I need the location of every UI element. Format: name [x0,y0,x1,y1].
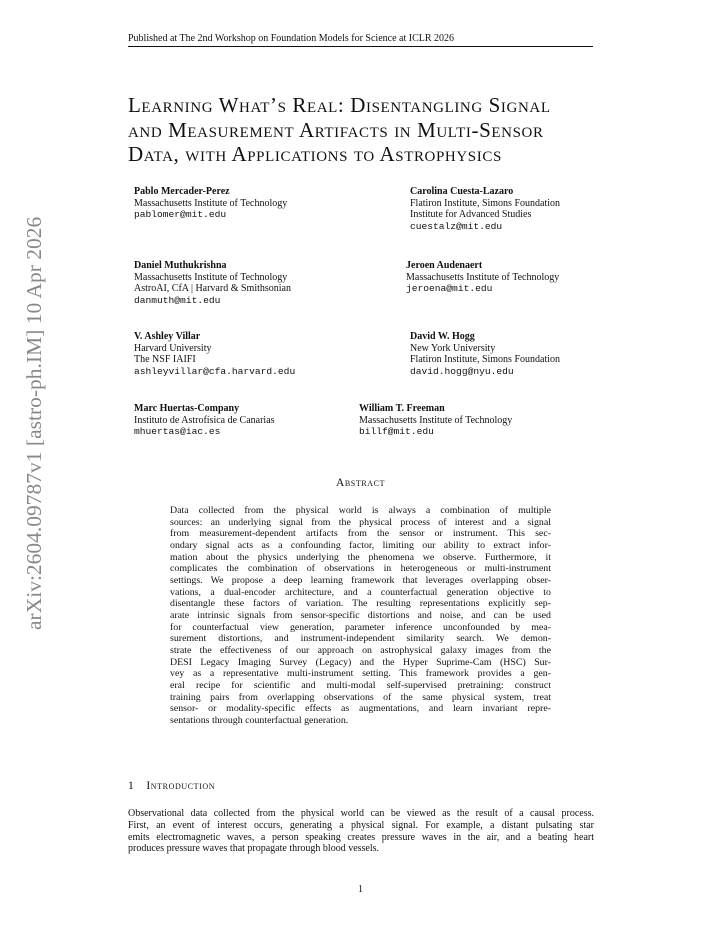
author-email[interactable]: danmuth@mit.edu [134,294,221,306]
abstract-line: sentations through counterfactual generation. [170,714,349,726]
author-block [134,186,287,221]
title-line: and Measurement Artifacts in Multi-Sensor [128,117,544,142]
abstract-line: from measurement-dependent artifacts from the sensor or instrument. This sec- [170,528,551,540]
abstract-line: sources: an underlying signal from the physical process of interest and a signal [170,516,551,528]
abstract-line: vations, a dual-encoder architecture, and a counterfactual generation objective to [170,586,551,598]
section-heading [128,780,215,792]
section-number: 1 [128,780,135,792]
author-name: Marc Huertas-Company [134,403,240,414]
running-head: Published at The 2nd Workshop on Foundation Models for Science at ICLR 2026 [128,33,455,44]
author-block [410,186,560,232]
author-email[interactable]: david.hogg@nyu.edu [410,365,514,377]
abstract-line: surement distortions, and instrument-independent similarity search. We demon- [170,633,551,645]
abstract-line: mation about the physics underlying the phenomena we observe. Furthermore, it [170,551,551,563]
author-name: V. Ashley Villar [134,331,201,342]
author-affiliation: The NSF IAIFI [134,354,196,366]
author-affiliation: AstroAI, CfA | Harvard & Smithsonian [134,283,291,295]
abstract-line: disentangle these factors of variation. The resulting representations explicitly sep- [170,598,551,610]
author-email[interactable]: cuestalz@mit.edu [410,220,503,232]
title-line: Data, with Applications to Astrophysics [128,142,502,166]
author-block [359,403,512,438]
author-affiliation: New York University [410,342,496,354]
body-line: First, an event of interest occurs, generating a physical signal. For example, a distant pulsating star [128,819,594,831]
introduction-text [128,808,594,855]
author-block [134,331,295,377]
arxiv-identifier[interactable]: arXiv:2604.09787v1 [astro-ph.IM] 10 Apr 2026 [22,216,46,630]
author-name: Jeroen Audenaert [406,260,483,271]
abstract-line: arate intrinsic signals from sensor-specific distortions and noise, and can be used [170,609,551,621]
author-affiliation: Institute for Advanced Studies [410,209,532,221]
author-block [410,331,560,377]
body-line: emits electromagnetic waves, a person speaking creates pressure waves in the air, and a beating heart [128,831,594,843]
abstract-line: sensor- or modality-specific effects as augmentations, and learn invariant repre- [170,703,551,715]
body-line: produces pressure waves that propagate through blood vessels. [128,843,380,855]
title-line: Learning What’s Real: Disentangling Signal [128,93,551,117]
author-name: William T. Freeman [359,403,445,414]
author-email[interactable]: ashleyvillar@cfa.harvard.edu [134,365,296,377]
page-number: 1 [358,884,363,895]
abstract-line: DESI Legacy Imaging Survey (Legacy) and the Hyper Suprime-Cam (HSC) Sur- [170,656,551,668]
author-email[interactable]: billf@mit.edu [359,426,434,438]
section-title: Introduction [146,780,216,792]
author-email[interactable]: jeroena@mit.edu [406,283,493,295]
author-affiliation: Massachusetts Institute of Technology [134,271,288,283]
author-name: Carolina Cuesta-Lazaro [410,186,514,197]
author-affiliation: Harvard University [134,342,212,354]
author-block [134,403,275,438]
abstract-text [170,505,551,726]
header-rule [128,46,593,47]
author-affiliation: Flatiron Institute, Simons Foundation [410,354,561,366]
body-line: Observational data collected from the physical world can be viewed as the result of a causal process. [128,808,594,819]
author-name: Daniel Muthukrishna [134,260,227,271]
author-affiliation: Massachusetts Institute of Technology [359,414,513,426]
abstract-line: vey as a representative multi-instrument setting. This framework provides a gen- [170,668,551,680]
author-block [134,260,291,306]
author-email[interactable]: mhuertas@iac.es [134,426,221,438]
author-affiliation: Massachusetts Institute of Technology [406,271,560,283]
abstract-line: ondary signal acts as a confounding factor, limiting our ability to extract infor- [170,539,551,551]
abstract-line: training pairs from overlapping observations of the same physical system, treat [170,691,551,703]
abstract-line: complicates the combination of observations in heterogeneous or multi-instrument [170,563,551,575]
author-name: David W. Hogg [410,331,475,342]
paper-title [128,93,608,167]
author-affiliation: Instituto de Astrofísica de Canarias [134,414,275,426]
author-affiliation: Flatiron Institute, Simons Foundation [410,197,561,209]
abstract-line: Data collected from the physical world is always a combination of multiple [170,505,551,516]
author-name: Pablo Mercader-Perez [134,186,230,197]
abstract-line: for counterfactual view generation, parameter inference unconfounded by mea- [170,621,551,633]
abstract-line: settings. We propose a deep learning framework that leverages overlapping obser- [170,574,551,586]
author-affiliation: Massachusetts Institute of Technology [134,197,288,209]
abstract-line: eral recipe for scientific and multi-modal self-supervised pretraining: construct [170,679,551,691]
abstract-heading: Abstract [335,477,386,489]
author-email[interactable]: pablomer@mit.edu [134,209,227,221]
author-block [406,260,559,295]
abstract-line: strate the effectiveness of our approach on astrophysical galaxy images from the [170,644,551,656]
